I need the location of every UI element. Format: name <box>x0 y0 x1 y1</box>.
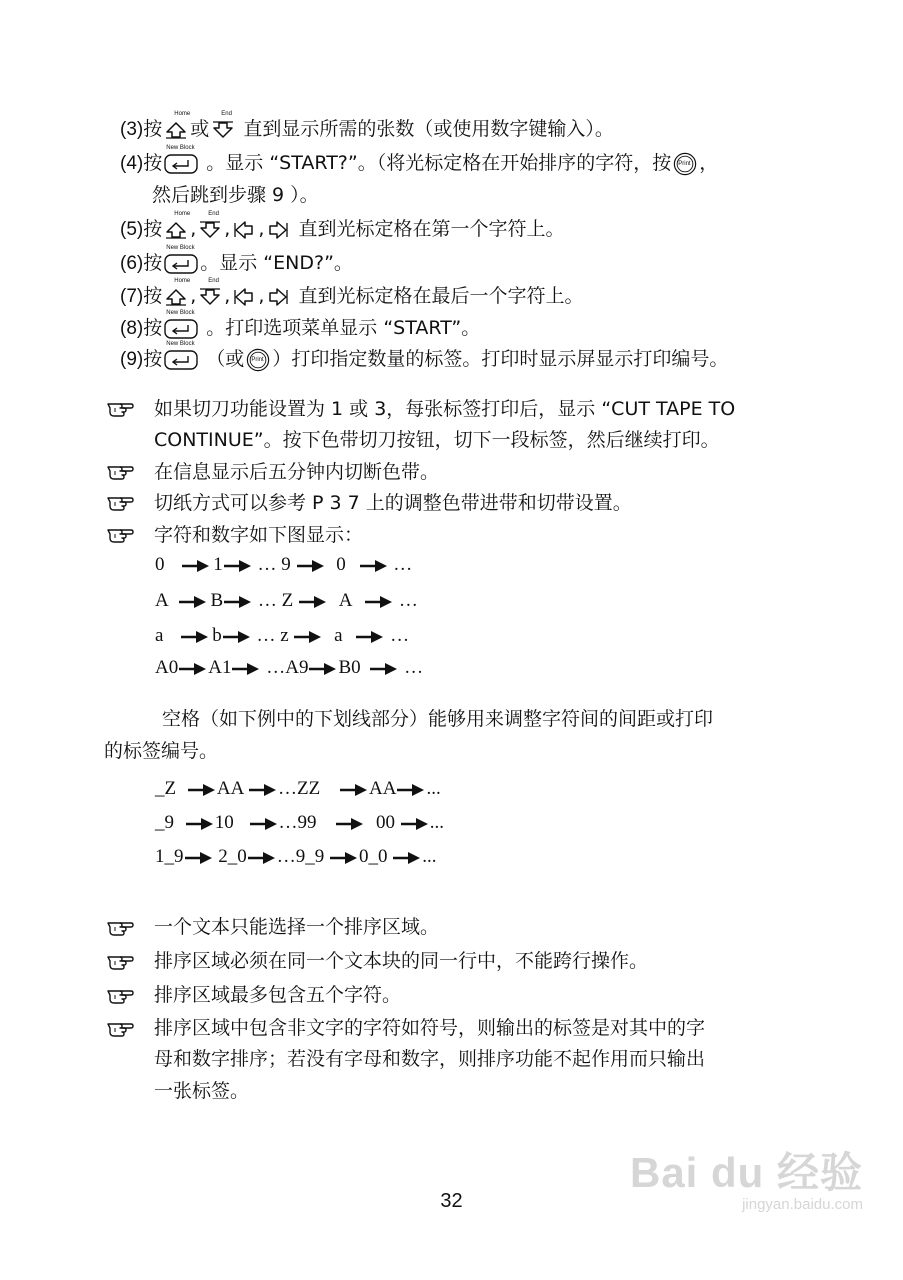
pointing-hand-icon <box>106 917 134 937</box>
note-cut-tape-continued: CONTINUE”。按下色带切刀按钮，切下一段标签，然后继续打印。 <box>154 429 720 451</box>
step-text: 直到光标定格在最后一个字符上。 <box>298 285 584 307</box>
arrow-right-icon <box>329 850 359 866</box>
arrow-right-icon <box>223 594 253 610</box>
enter-key-icon: New Block <box>164 154 198 174</box>
home-up-key-icon: Home <box>164 220 188 240</box>
seq-item: … 9 <box>257 554 291 575</box>
page-number: 32 <box>440 1190 463 1212</box>
step-text: 按 <box>143 348 163 370</box>
note-one-sort-area: 一个文本只能选择一个排序区域。 <box>154 916 440 938</box>
left-key-icon <box>232 286 256 308</box>
seq-item: A <box>338 590 352 611</box>
step-number: (5) <box>120 219 144 240</box>
sequence-uppercase <box>155 589 418 613</box>
seq-item: _9 <box>155 812 174 833</box>
step-text: （或 <box>206 348 245 370</box>
sequence-space-mixed <box>155 845 437 869</box>
seq-item: 0 <box>155 554 165 575</box>
note-same-line: 排序区域必须在同一个文本块的同一行中，不能跨行操作。 <box>154 950 649 972</box>
home-up-key-icon: Home <box>164 287 188 307</box>
arrow-right-icon <box>180 629 210 645</box>
seq-item: AA <box>368 778 397 799</box>
space-note: 空格（如下例中的下划线部分）能够用来调整字符间的间距或打印 <box>162 708 714 730</box>
seq-item: …99 <box>278 812 317 833</box>
seq-item: … <box>393 554 413 575</box>
left-key-icon <box>232 219 256 241</box>
home-up-key-icon: Home <box>164 120 188 140</box>
note-symbols: 排序区域中包含非文字的字符如符号，则输出的标签是对其中的字 <box>154 1017 706 1039</box>
step-7: (7)按 Home , End , , 直到光标定格在最后一个字符上。 <box>120 277 584 307</box>
seq-item: _Z <box>155 778 177 799</box>
step-5: (5)按 Home , End , , 直到光标定格在第一个字符上。 <box>120 210 565 240</box>
seq-item: … <box>390 625 410 646</box>
pointing-hand-icon <box>106 985 134 1005</box>
arrow-right-icon <box>359 558 389 574</box>
pointing-hand-icon <box>106 524 134 544</box>
right-key-icon <box>266 286 290 308</box>
note-cut-tape: 如果切刀功能设置为 1 或 3，每张标签打印后，显示 “CUT TAPE TO <box>154 398 736 420</box>
arrow-right-icon <box>364 594 394 610</box>
seq-item: 10 <box>214 812 234 833</box>
seq-item: ... <box>426 778 441 799</box>
seq-item: ... <box>422 846 437 867</box>
step-text: 。打印选项菜单显示 “START”。 <box>206 317 481 339</box>
sequence-alphanumeric <box>155 656 423 680</box>
right-key-icon <box>266 219 290 241</box>
seq-item: … <box>398 590 418 611</box>
print-key-icon: Print <box>246 348 270 372</box>
arrow-right-icon <box>298 594 328 610</box>
seq-item: …9_9 <box>276 846 325 867</box>
step-number: (9) <box>120 349 144 370</box>
arrow-right-icon <box>248 782 278 798</box>
sequence-lowercase <box>155 624 409 648</box>
arrow-right-icon <box>247 850 277 866</box>
seq-item: a <box>155 625 164 646</box>
sequence-space-digits <box>155 811 444 835</box>
seq-item: 0_0 <box>359 846 388 867</box>
pointing-hand-icon <box>106 492 134 512</box>
baidu-jingyan-watermark <box>630 1140 863 1213</box>
space-note-continued: 的标签编号。 <box>104 740 219 762</box>
step-3 <box>120 110 614 143</box>
arrow-right-icon <box>308 661 338 677</box>
seq-item: … z <box>256 625 289 646</box>
end-down-key-icon: End <box>198 287 222 307</box>
note-symbols-continued: 母和数字排序；若没有字母和数字，则排序功能不起作用而只输出 <box>154 1048 706 1070</box>
seq-item: 2_0 <box>218 846 247 867</box>
seq-item: … Z <box>257 590 294 611</box>
watermark-logo: Bai du 经验 <box>629 1149 863 1196</box>
note-max-five: 排序区域最多包含五个字符。 <box>154 984 402 1006</box>
step-6 <box>120 244 353 277</box>
step-number: (4) <box>120 153 144 174</box>
print-key-icon: Print <box>673 152 697 176</box>
step-text: ）打印指定数量的标签。打印时显示屏显示打印编号。 <box>272 348 729 370</box>
arrow-right-icon <box>396 782 426 798</box>
step-8 <box>120 309 481 342</box>
seq-item: …ZZ <box>278 778 321 799</box>
arrow-right-icon <box>392 850 422 866</box>
end-down-key-icon: End <box>211 120 235 140</box>
note-symbols-end: 一张标签。 <box>154 1080 250 1102</box>
arrow-right-icon <box>339 782 369 798</box>
enter-key-icon: New Block <box>164 319 198 339</box>
enter-key-icon: New Block <box>164 254 198 274</box>
arrow-right-icon <box>335 816 365 832</box>
sequence-digits <box>155 553 412 577</box>
enter-key-icon: New Block <box>164 350 198 370</box>
step-4-continued <box>152 182 319 208</box>
watermark-url: jingyan.baidu.com <box>742 1196 863 1213</box>
step-number: (6) <box>120 253 144 274</box>
seq-item: ... <box>429 812 444 833</box>
seq-item: 1_9 <box>155 846 184 867</box>
seq-item: 1 <box>213 554 223 575</box>
seq-item: B <box>210 590 224 611</box>
arrow-right-icon <box>181 558 211 574</box>
step-number: (3) <box>120 119 144 140</box>
note-cut-method: 切纸方式可以参考 P 3 7 上的调整色带进带和切带设置。 <box>154 492 632 514</box>
pointing-hand-icon <box>106 951 134 971</box>
arrow-right-icon <box>178 594 208 610</box>
step-text: 直到光标定格在第一个字符上。 <box>298 218 565 240</box>
seq-item: 00 <box>376 812 395 833</box>
seq-item: a <box>334 625 343 646</box>
pointing-hand-icon <box>106 398 134 418</box>
arrow-right-icon <box>223 558 253 574</box>
step-text: 按 <box>143 252 163 274</box>
step-text: 。显示 “START?”。（将光标定格在开始排序的字符，按 <box>206 152 672 174</box>
step-9 <box>120 340 729 373</box>
arrow-right-icon <box>222 629 252 645</box>
seq-item: 0 <box>336 554 346 575</box>
arrow-right-icon <box>231 661 261 677</box>
seq-item: … <box>404 657 424 678</box>
seq-item: A1 <box>208 657 232 678</box>
step-text: 按 <box>143 317 163 339</box>
note-cut-time: 在信息显示后五分钟内切断色带。 <box>154 461 440 483</box>
arrow-right-icon <box>400 816 430 832</box>
step-text: ， <box>699 152 719 174</box>
sequence-space-letters <box>155 777 441 801</box>
arrow-right-icon <box>296 558 326 574</box>
step-text: 直到显示所需的张数（或使用数字键输入）。 <box>243 118 614 140</box>
arrow-right-icon <box>178 661 208 677</box>
pointing-hand-icon <box>106 1018 134 1038</box>
seq-item: A0 <box>155 657 179 678</box>
step-text: 按 <box>143 118 163 140</box>
step-text: 然后跳到步骤 9 ）。 <box>152 184 319 206</box>
pointing-hand-icon <box>106 461 134 481</box>
step-number: (8) <box>120 318 144 339</box>
note-chars-display: 字符和数字如下图显示： <box>154 524 364 546</box>
seq-item: b <box>212 625 222 646</box>
step-text: 按 <box>143 285 163 307</box>
arrow-right-icon <box>187 782 217 798</box>
step-text: 按 <box>143 152 163 174</box>
step-text: 或 <box>190 118 210 140</box>
seq-item: …A9 <box>266 657 309 678</box>
step-4 <box>120 144 719 177</box>
arrow-right-icon <box>185 816 215 832</box>
arrow-right-icon <box>369 661 399 677</box>
step-text: 。显示 “END?”。 <box>200 252 353 274</box>
seq-item: B0 <box>338 657 361 678</box>
arrow-right-icon <box>184 850 214 866</box>
arrow-right-icon <box>249 816 279 832</box>
seq-item: AA <box>216 778 244 799</box>
arrow-right-icon <box>355 629 385 645</box>
step-text: 按 <box>143 218 163 240</box>
step-number: (7) <box>120 286 144 307</box>
arrow-right-icon <box>293 629 323 645</box>
end-down-key-icon: End <box>198 220 222 240</box>
seq-item: A <box>155 590 168 611</box>
